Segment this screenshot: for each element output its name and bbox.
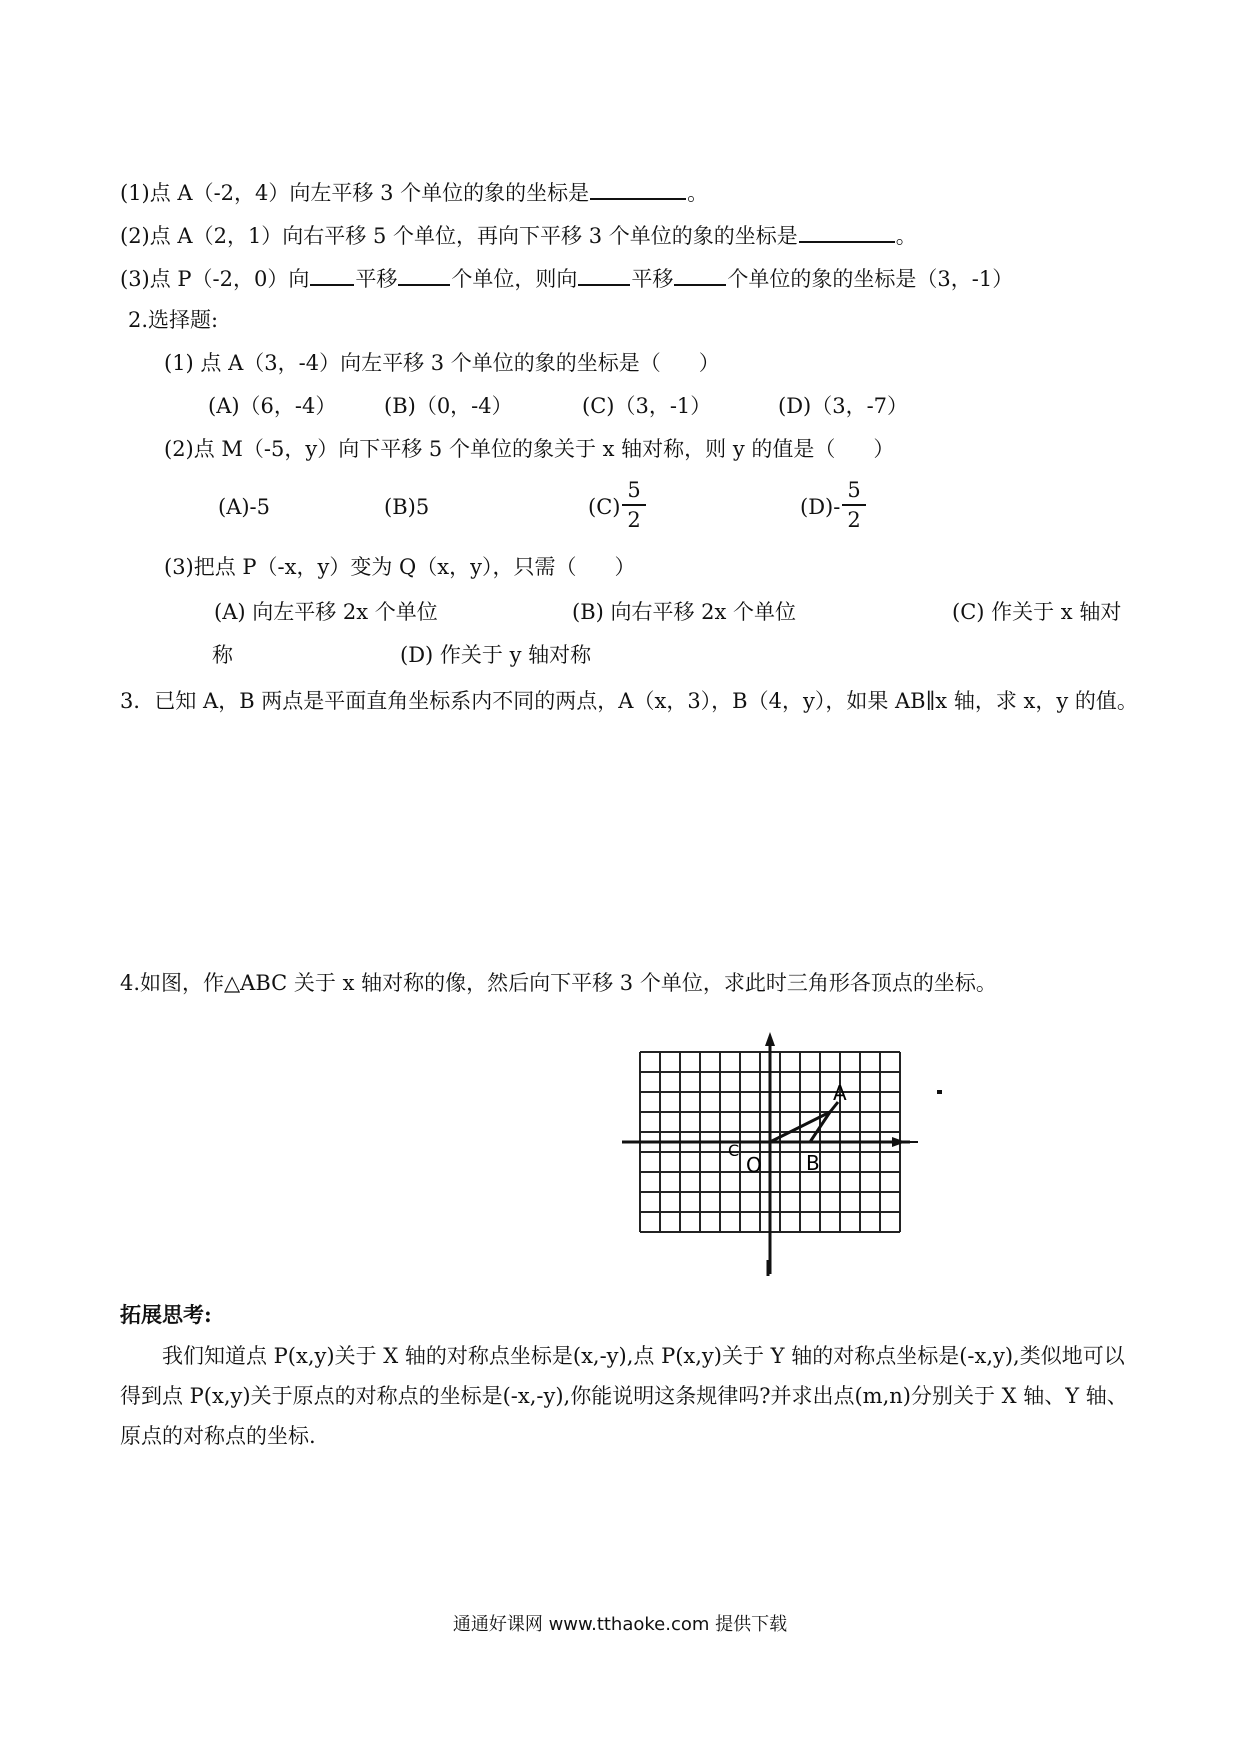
- y-axis-arrow: [765, 1032, 775, 1046]
- question-text: (3)点 P（-2，0）向: [120, 267, 310, 291]
- fraction-denominator: 2: [847, 508, 861, 532]
- point-label-c: C: [728, 1141, 740, 1160]
- extension-paragraph: 我们知道点 P(x,y)关于 X 轴的对称点坐标是(x,-y),点 P(x,y)关于 Y 轴的对称点坐标是(-x,y),类似地可以得到点 P(x,y)关于原点的对称点的坐标是(-x,-y),你能说明这条规律吗?并求出点(m,n)分别关于 X 轴、Y 轴、原点的对称点的坐标.: [120, 1344, 1128, 1448]
- question-text: ）: [698, 351, 720, 375]
- fraction-five-halves: [842, 478, 866, 532]
- question-text: (1)点 A（-2，4）向左平移 3 个单位的象的坐标是: [120, 181, 590, 205]
- origin-label: O: [746, 1153, 762, 1177]
- answer-blank: [398, 262, 450, 286]
- question-text: ）: [614, 555, 636, 579]
- answer-blank: [310, 262, 354, 286]
- option-c: (C): [588, 495, 621, 519]
- point-label-a: A: [833, 1081, 847, 1105]
- question-text: (3)把点 P（-x，y）变为 Q（x，y），只需（: [164, 555, 577, 579]
- question-text: (1) 点 A（3，-4）向左平移 3 个单位的象的坐标是（: [164, 351, 661, 375]
- fraction-numerator: 5: [627, 478, 641, 502]
- choice-question-2: [164, 434, 894, 464]
- option-c-continued: 称: [212, 643, 233, 667]
- option-c: (C)（3，-1）: [582, 394, 712, 418]
- fraction-five-halves: [622, 478, 646, 532]
- answer-blank: [674, 262, 726, 286]
- option-d: (D)-: [800, 495, 841, 519]
- question-text: 平移: [355, 267, 398, 291]
- answer-blank: [578, 262, 630, 286]
- axes: [622, 1038, 910, 1274]
- question-text: 个单位的象的坐标是（3，-1）: [727, 267, 1014, 291]
- fill-in-question-2: [120, 219, 917, 251]
- option-a: (A)（6，-4）: [208, 394, 337, 418]
- point-label-b: B: [806, 1151, 820, 1175]
- fill-in-question-3: [120, 262, 1013, 294]
- question-text: ）: [873, 437, 895, 461]
- question-text: (2)点 A（2，1）向右平移 5 个单位，再向下平移 3 个单位的象的坐标是: [120, 224, 798, 248]
- answer-blank: [799, 219, 895, 243]
- option-b: (B) 向右平移 2x 个单位: [572, 600, 797, 624]
- choice-question-1: [164, 348, 720, 378]
- coordinate-grid-figure: [610, 1030, 970, 1280]
- option-b: (B)5: [384, 495, 430, 519]
- question-3: 3．已知 A，B 两点是平面直角坐标系内不同的两点，A（x，3），B（4，y），如果 AB∥x 轴，求 x，y 的值。: [120, 689, 1138, 713]
- option-a: (A) 向左平移 2x 个单位: [214, 600, 438, 624]
- section-heading-choice: 2.选择题:: [128, 308, 219, 332]
- question-text: 个单位，则向: [451, 267, 578, 291]
- option-c: (C) 作关于 x 轴对: [952, 600, 1122, 624]
- section-heading-extension: 拓展思考:: [120, 1302, 212, 1327]
- answer-blank: [590, 176, 686, 200]
- option-d: (D) 作关于 y 轴对称: [400, 643, 592, 667]
- fill-in-question-1: [120, 176, 708, 208]
- choice-question-3: [164, 552, 635, 582]
- fraction-numerator: 5: [847, 478, 861, 502]
- option-d: (D)（3，-7）: [778, 394, 909, 418]
- option-b: (B)（0，-4）: [384, 394, 513, 418]
- question-text: 。: [895, 224, 917, 248]
- question-4: 4.如图，作△ABC 关于 x 轴对称的像，然后向下平移 3 个单位，求此时三角形各顶点的坐标。: [120, 971, 997, 995]
- question-text: (2)点 M（-5，y）向下平移 5 个单位的象关于 x 轴对称，则 y 的值是（: [164, 437, 836, 461]
- question-text: 平移: [631, 267, 674, 291]
- page-footer: 通通好课网 www.tthaoke.com 提供下载: [452, 1614, 788, 1635]
- option-a: (A)-5: [218, 495, 271, 519]
- fraction-denominator: 2: [627, 508, 641, 532]
- question-text: 。: [687, 181, 709, 205]
